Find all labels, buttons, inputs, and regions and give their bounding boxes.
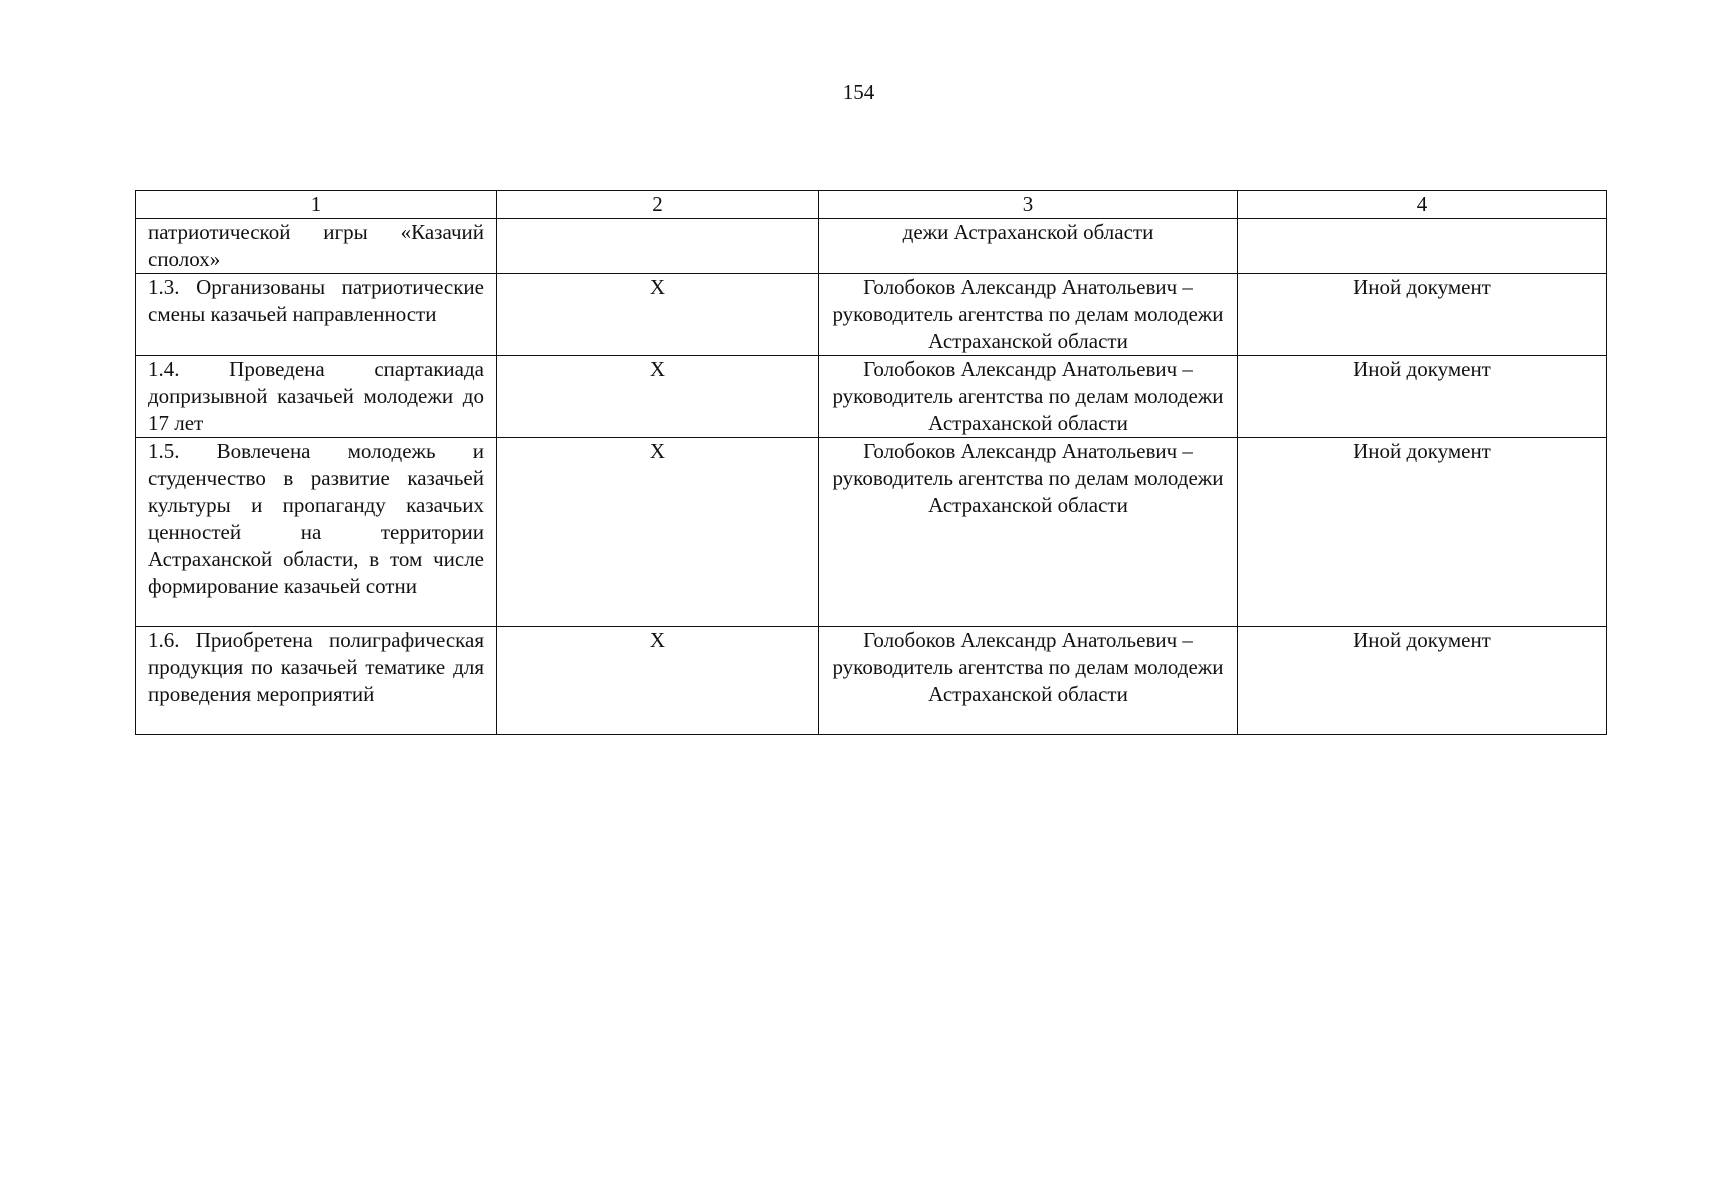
document-cell: Иной документ	[1238, 274, 1607, 356]
activity-cell: 1.4. Проведена спартакиада допризывной казачьей молодежи до 17 лет	[136, 356, 497, 438]
responsible-cell: Голобоков Александр Анатольевич – руководитель агентства по делам молодежи Астраханской области	[819, 274, 1238, 356]
column-header: 4	[1238, 191, 1607, 219]
mark-cell: X	[497, 627, 819, 735]
mark-cell	[497, 219, 819, 274]
table-row	[136, 219, 1607, 274]
table-row	[136, 274, 1607, 356]
responsible-cell: Голобоков Александр Анатольевич – руководитель агентства по делам молодежи Астраханской области	[819, 438, 1238, 627]
document-cell: Иной документ	[1238, 438, 1607, 627]
table-row	[136, 627, 1607, 735]
document-table	[135, 190, 1607, 735]
activity-cell: 1.3. Организованы патриотические смены казачьей направленности	[136, 274, 497, 356]
column-header: 2	[497, 191, 819, 219]
mark-cell: X	[497, 438, 819, 627]
table-row	[136, 438, 1607, 627]
activity-cell: 1.6. Приобретена полиграфическая продукция по казачьей тематике для проведения мероприятий	[136, 627, 497, 735]
table-header-row	[136, 191, 1607, 219]
column-header: 1	[136, 191, 497, 219]
mark-cell: X	[497, 356, 819, 438]
document-cell	[1238, 219, 1607, 274]
document-cell: Иной документ	[1238, 356, 1607, 438]
page-number: 154	[842, 80, 875, 104]
mark-cell: X	[497, 274, 819, 356]
column-header: 3	[819, 191, 1238, 219]
responsible-cell: дежи Астраханской области	[819, 219, 1238, 274]
responsible-cell: Голобоков Александр Анатольевич – руководитель агентства по делам молодежи Астраханской области	[819, 627, 1238, 735]
activity-cell: 1.5. Вовлечена молодежь и студенчество в развитие казачьей культуры и пропаганду казачьих ценностей на территории Астраханской области, в том числе формирование казачьей сотни	[136, 438, 497, 627]
table-row	[136, 356, 1607, 438]
document-cell: Иной документ	[1238, 627, 1607, 735]
responsible-cell: Голобоков Александр Анатольевич – руководитель агентства по делам молодежи Астраханской области	[819, 356, 1238, 438]
activity-cell: патриотической игры «Казачий сполох»	[136, 219, 497, 274]
